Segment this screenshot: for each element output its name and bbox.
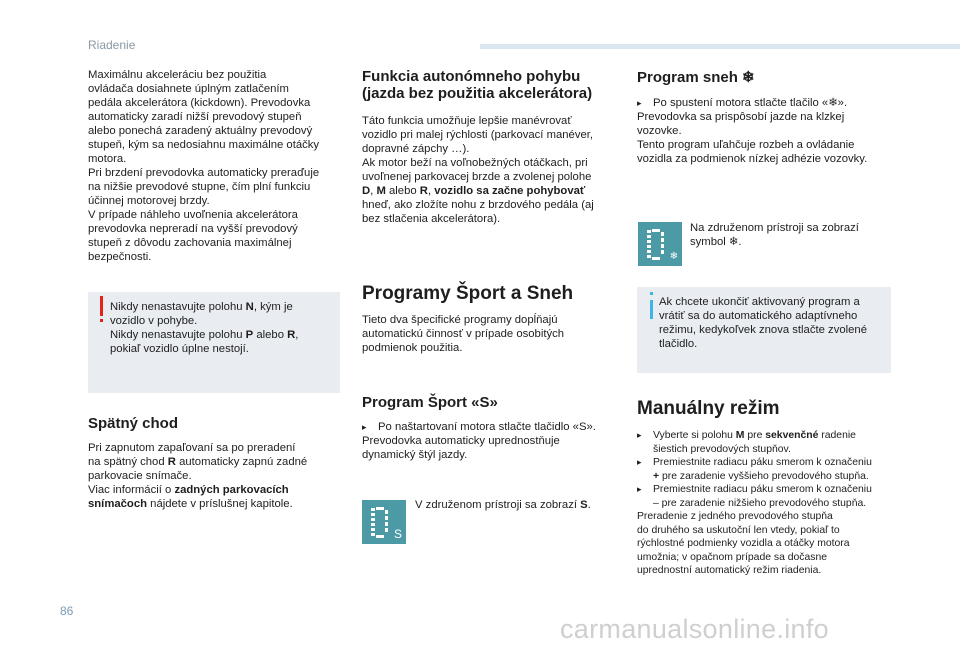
text-line: V prípade náhleho uvoľnenia akcelerátora bbox=[88, 209, 298, 221]
programs-text bbox=[362, 313, 614, 355]
info-line: vrátiť sa do automatického adaptívneho bbox=[659, 310, 858, 322]
header-bar bbox=[480, 44, 960, 49]
text-line: pedála akcelerátora (kickdown). Prevodovka bbox=[88, 97, 311, 109]
text-line: Tento program uľahčuje rozbeh a ovládanie bbox=[637, 139, 855, 151]
reverse-text bbox=[88, 441, 338, 511]
text-line: rýchlostné podmienky vozidla a otáčky motora bbox=[637, 538, 850, 549]
text-line: na nižšie prevodové stupne, čím plní funkciu bbox=[88, 181, 311, 193]
text-line: stupeň, kým sa nedosiahnu maximálne otáčky bbox=[88, 139, 320, 151]
text-line: Pri brzdení prevodovka automaticky preraďuje bbox=[88, 167, 320, 179]
info-line: Ak chcete ukončiť aktivovaný program a bbox=[659, 296, 860, 308]
bullet-icon: ▸ bbox=[637, 430, 642, 440]
sport-title: Program Šport «S» bbox=[362, 394, 498, 411]
text-line: Prevodovka sa prispôsobí jazde na klzkej bbox=[637, 111, 845, 123]
text-line: Viac informácií o zadných parkovacích bbox=[88, 484, 289, 496]
snowflake-icon: ❄ bbox=[669, 251, 679, 262]
text-line: Preradenie z jedného prevodového stupňa bbox=[637, 511, 833, 522]
text-line: do druhého sa uskutoční len vtedy, pokiaľ to bbox=[637, 524, 840, 536]
text-line: symbol ❄. bbox=[690, 236, 742, 248]
text-line: Ak motor beží na voľnobežných otáčkach, pri bbox=[362, 157, 588, 169]
list-item: ▸ Premiestnite radiacu páku smerom k označeniu + pre zaradenie vyššieho prevodového stupňa. bbox=[637, 457, 872, 482]
bullet-icon: ▸ bbox=[637, 484, 642, 494]
text-line: automatickú činnosť v prípade osobitých bbox=[362, 328, 565, 340]
info-line: režimu, kedykoľvek znova stlačte zvolené bbox=[659, 324, 867, 336]
warning-icon bbox=[100, 296, 103, 316]
manual-title: Manuálny režim bbox=[637, 398, 780, 419]
warning-line: Nikdy nenastavujte polohu P alebo R, bbox=[110, 329, 299, 341]
reverse-title: Spätný chod bbox=[88, 415, 179, 432]
text-line: vozovke. bbox=[637, 125, 682, 137]
text-line: alebo ponechá zaradený aktuálny prevodový bbox=[88, 125, 313, 137]
warning-line: pokiaľ vozidlo úplne nestojí. bbox=[110, 343, 249, 355]
snow-display-text bbox=[690, 221, 890, 249]
section-label: Riadenie bbox=[88, 38, 136, 52]
text-line: účinnej motorovej brzdy. bbox=[88, 195, 210, 207]
snow-mode-display-icon bbox=[638, 222, 682, 266]
warning-icon-dot bbox=[100, 319, 103, 322]
bullet-icon: ▸ bbox=[362, 422, 367, 432]
list-item: ▸ Po spustení motora stlačte tlačilo «❄». bbox=[637, 97, 848, 109]
warning-notice bbox=[88, 292, 340, 393]
sport-letter: S bbox=[393, 527, 403, 541]
bullet-icon: ▸ bbox=[637, 98, 642, 108]
text-line: hneď, ako zložíte nohu z brzdového pedála (aj bbox=[362, 199, 594, 211]
text-line: Pri zapnutom zapaľovaní sa po preradení bbox=[88, 442, 296, 454]
sport-display-text: V združenom prístroji sa zobrazí S. bbox=[415, 499, 591, 511]
text-line: stupeň z dôvodu zachovania maximálnej bbox=[88, 237, 292, 249]
programs-title: Programy Šport a Sneh bbox=[362, 283, 574, 304]
snow-text bbox=[637, 96, 892, 166]
manual-text bbox=[637, 429, 895, 578]
list-item: ▸ Premiestnite radiacu páku smerom k označeniu – pre zaradenie nižšieho prevodového stupňa. bbox=[637, 484, 872, 509]
sport-mode-display-icon bbox=[362, 500, 406, 544]
bullet-icon: ▸ bbox=[637, 457, 642, 467]
list-item: ▸ Vyberte si polohu M pre sekvenčné radenie šiestich prevodových stupňov. bbox=[637, 430, 856, 455]
sport-text bbox=[362, 420, 617, 462]
col1-intro bbox=[88, 68, 338, 264]
autonomous-text bbox=[362, 114, 614, 226]
text-line: dopravné zápchy …). bbox=[362, 143, 470, 155]
text-line: bezpečnosti. bbox=[88, 251, 152, 263]
text-line: Tieto dva špecifické programy dopĺňajú bbox=[362, 314, 558, 326]
watermark: carmanualsonline.info bbox=[560, 614, 829, 644]
text-line: dynamický štýl jazdy. bbox=[362, 449, 468, 461]
text-line: ovládača dosiahnete úplným zatlačením bbox=[88, 83, 289, 95]
info-icon bbox=[650, 300, 653, 319]
text-line: Táto funkcia umožňuje lepšie manévrovať bbox=[362, 115, 572, 127]
text-line: vozidlo pri malej rýchlosti (parkovací manéver, bbox=[362, 129, 594, 141]
info-line: tlačidlo. bbox=[659, 338, 698, 350]
text-line: Prevodovka automaticky uprednostňuje bbox=[362, 435, 560, 447]
text-line: automaticky zaradí nižší prevodový stupeň bbox=[88, 111, 302, 123]
text-line: D, M alebo R, vozidlo sa začne pohybovať bbox=[362, 185, 586, 197]
snow-title: Program sneh ❄ bbox=[637, 69, 755, 86]
info-icon-dot bbox=[650, 292, 653, 295]
info-notice bbox=[637, 287, 891, 373]
text-line: bez stlačenia akcelerátora). bbox=[362, 213, 501, 225]
text-line: umožnia; v opačnom prípade sa dočasne bbox=[637, 551, 828, 563]
page-number: 86 bbox=[60, 604, 74, 618]
text-line: podmienok použitia. bbox=[362, 342, 463, 354]
text-line: vozidla za podmienok nízkej adhézie vozovky. bbox=[637, 153, 868, 165]
text-line: Na združenom prístroji sa zobrazí bbox=[690, 222, 859, 234]
warning-line: vozidlo v pohybe. bbox=[110, 315, 198, 327]
text-line: motora. bbox=[88, 153, 127, 165]
autonomous-title: Funkcia autonómneho pohybu (jazda bez použitia akcelerátora) bbox=[362, 68, 593, 102]
list-item: ▸ Po naštartovaní motora stlačte tlačidlo «S». bbox=[362, 421, 596, 433]
text-line: uprednostní automatický režim riadenia. bbox=[637, 565, 822, 576]
text-line: snímačoch nájdete v príslušnej kapitole. bbox=[88, 498, 293, 510]
text-line: Maximálnu akceleráciu bez použitia bbox=[88, 69, 267, 81]
warning-line: Nikdy nenastavujte polohu N, kým je bbox=[110, 301, 293, 313]
text-line: uvoľnenej parkovacej brzde a zvolenej polohe bbox=[362, 171, 592, 183]
text-line: parkovacie snímače. bbox=[88, 470, 192, 482]
text-line: na spätný chod R automaticky zapnú zadné bbox=[88, 456, 308, 468]
text-line: prevodovka nepreradí na vyšší prevodový bbox=[88, 223, 298, 235]
